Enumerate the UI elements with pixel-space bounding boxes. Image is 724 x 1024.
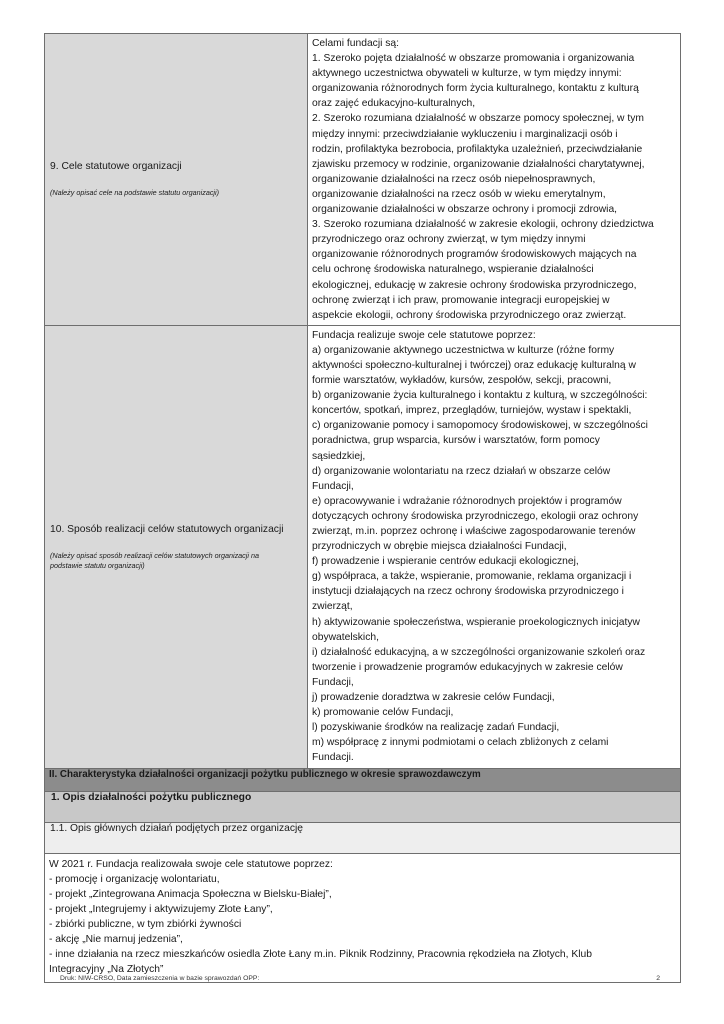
text-line: j) prowadzenie doradztwa w zakresie celów Fundacji, [312, 692, 555, 704]
text-line: Fundacji, [312, 480, 354, 492]
text-line: obywatelskich, [312, 631, 379, 643]
text-line: 2. Szeroko rozumiana działalność w obszarze pomocy społecznej, w tym [312, 113, 644, 125]
report-page [44, 33, 680, 983]
text-line: dotyczących ochrony środowiska przyrodniczego, ekologii oraz ochrony [312, 510, 639, 522]
goal-realization-note [50, 551, 302, 571]
activities-cell [45, 853, 681, 982]
text-line: między innymi: przeciwdziałanie wykluczeniu i marginalizacji osób i [312, 128, 618, 140]
text-line: organizowanie różnorodnych programów środowiskowych mających na [312, 249, 637, 261]
text-line: instytucji działających na rzecz ochrony środowiska przyrodniczego i [312, 586, 624, 598]
activity-line: W 2021 r. Fundacja realizowała swoje cele statutowe poprzez: [49, 858, 333, 870]
text-line: k) promowanie celów Fundacji, [312, 707, 454, 719]
text-line: aspekcie ekologii, ochrony środowiska przyrodniczego oraz zwierząt. [312, 309, 627, 321]
text-line: zwierząt, [312, 601, 353, 613]
text-line: ekologicznej, edukację w zakresie ochrony środowiska przyrodniczego, [312, 279, 637, 291]
text-line: m) współpracę z innymi podmiotami o celach zbliżonych z celami [312, 737, 609, 749]
text-line: b) organizowanie życia kulturalnego i kontaktu z kulturą, w szczególności: [312, 390, 648, 402]
page-number: 2 [656, 975, 660, 982]
statutory-goals-note: (Należy opisać cele na podstawie statutu organizacji) [50, 188, 219, 198]
statutory-goals-title: 9. Cele statutowe organizacji [50, 161, 182, 173]
statutory-goals-value [308, 34, 681, 326]
page-footer [60, 975, 660, 982]
report-form-table [44, 33, 681, 983]
statutory-goals-label-cell [45, 34, 308, 326]
text-line: f) prowadzenie i wspieranie centrów edukacji ekologicznej, [312, 556, 579, 568]
text-line: Fundacji. [312, 752, 354, 764]
text-line: Fundacji, [312, 676, 354, 688]
subsubsection-header-row [45, 822, 681, 853]
text-line: e) opracowywanie i wdrażanie różnorodnych projektów i programów [312, 495, 622, 507]
text-line: celu ochronę środowiska naturalnego, wspieranie działalności [312, 264, 594, 276]
activity-line: - promocję i organizację wolontariatu, [49, 873, 220, 885]
text-line: c) organizowanie pomocy i samopomocy środowiskowej, w szczególności [312, 420, 648, 432]
text-line: zjawisku przemocy w rodzinie, organizowanie działalności charytatywnej, [312, 158, 645, 170]
activity-line: - projekt „Integrujemy i aktywizujemy Złote Łany”, [49, 903, 273, 915]
text-line: h) aktywizowanie społeczeństwa, wspieranie proekologicznych inicjatyw [312, 616, 640, 628]
row-statutory-goals [45, 34, 681, 326]
goal-realization-value [308, 325, 681, 768]
text-line: organizowanie działalności w obszarze ochrony i promocji zdrowia, [312, 204, 618, 216]
row-goal-realization [45, 325, 681, 768]
text-line: organizowanie działalności na rzecz osób w wieku emerytalnym, [312, 188, 606, 200]
subsection-header-title: 1. Opis działalności pożytku publicznego [51, 791, 252, 803]
text-line: oraz zajęć edukacyjno-kulturalnych, [312, 98, 476, 110]
text-line: zwierząt, m.in. poprzez ochronę i właściwe zagospodarowanie terenów [312, 526, 636, 537]
subsection-header-row [45, 791, 681, 822]
text-line: organizowanie działalności na rzecz osób niepełnosprawnych, [312, 173, 596, 185]
text-line: 3. Szeroko rozumiana działalność w zakresie ekologii, ochrony dziedzictwa [312, 219, 654, 231]
text-line: przyrodniczego oraz ochrony zwierząt, w tym między innymi [312, 234, 586, 246]
activity-line: - akcję „Nie marnuj jedzenia”, [49, 933, 183, 945]
section-header-title: II. Charakterystyka działalności organizacji pożytku publicznego w okresie sprawozdawczym [49, 768, 481, 780]
text-line: przyrodniczych w obrębie miejsca działalności Fundacji, [312, 541, 567, 553]
text-line: g) współpraca, a także, wspieranie, promowanie, reklama organizacji i [312, 571, 632, 583]
text-line: a) organizowanie aktywnego uczestnictwa w kulturze (różne formy [312, 344, 615, 356]
activity-line: - zbiórki publiczne, w tym zbiórki żywności [49, 918, 242, 930]
activity-line: - projekt „Zintegrowana Animacja Społeczna w Bielsku-Białej”, [49, 888, 332, 900]
text-line: d) organizowanie wolontariatu na rzecz działań w obszarze celów [312, 465, 611, 477]
text-line: Celami fundacji są: [312, 38, 399, 49]
goal-realization-note-line: (Należy opisać sposób realizacji celów statutowych organizacji na [50, 550, 259, 560]
text-line: Fundacja realizuje swoje cele statutowe poprzez: [312, 329, 536, 341]
subsubsection-header-cell [45, 822, 681, 853]
text-line: aktywności społeczno-kulturalnej i twórczej) oraz edukację kulturalną w [312, 359, 636, 371]
goal-realization-note-line: podstawie statutu organizacji) [50, 560, 145, 570]
text-line: formie warsztatów, wykładów, kursów, zespołów, sekcji, pracowni, [312, 375, 612, 387]
text-line: rodzin, profilaktyka bezrobocia, profilaktyka uzależnień, przeciwdziałanie [312, 143, 643, 155]
goal-realization-text [312, 328, 676, 766]
subsubsection-header-title: 1.1. Opis głównych działań podjętych przez organizację [50, 822, 303, 834]
text-line: aktywnego uczestnictwa obywateli w kulturze, w tym między innymi: [312, 68, 622, 80]
text-line: organizowania różnorodnych form życia kulturalnego, kontaktu z kulturą [312, 83, 639, 95]
section-header-cell [45, 768, 681, 791]
subsection-header-cell [45, 791, 681, 822]
statutory-goals-text [312, 36, 676, 323]
footer-text: Druk: NIW-CRSO, Data zamieszczenia w bazie sprawozdań OPP: [60, 975, 260, 982]
text-line: 1. Szeroko pojęta działalność w obszarze promowania i organizowania [312, 53, 635, 65]
section-header-row [45, 768, 681, 791]
activity-line: - inne działania na rzecz mieszkańców osiedla Złote Łany m.in. Piknik Rodzinny, Pracownia rękodzieła na Złotych, Klub [49, 949, 592, 961]
text-line: sąsiedzkiej, [312, 450, 366, 462]
activities-row [45, 853, 681, 982]
text-line: l) pozyskiwanie środków na realizację zadań Fundacji, [312, 722, 560, 734]
text-line: ochronę zwierząt i ich praw, promowanie integracji europejskiej w [312, 294, 610, 306]
activity-line: Integracyjny „Na Złotych” [49, 964, 164, 976]
text-line: koncertów, spotkań, imprez, przeglądów, turniejów, wystaw i spektakli, [312, 405, 632, 417]
text-line: i) działalność edukacyjną, a w szczególności organizowanie szkoleń oraz [312, 646, 646, 658]
goal-realization-label-cell [45, 325, 308, 768]
text-line: tworzenie i prowadzenie programów edukacyjnych w zakresie celów [312, 661, 623, 673]
goal-realization-title: 10. Sposób realizacji celów statutowych organizacji [50, 523, 284, 535]
text-line: poradnictwa, grup wsparcia, kursów i warsztatów, form pomocy [312, 435, 600, 447]
